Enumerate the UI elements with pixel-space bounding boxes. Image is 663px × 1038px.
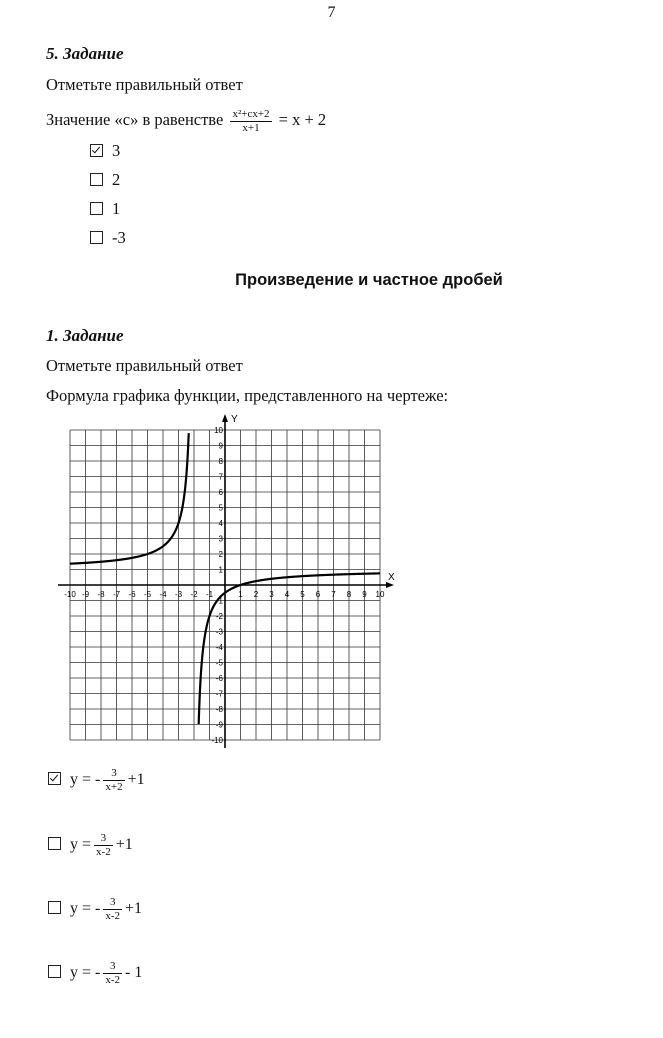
y-tick-label: -6 bbox=[215, 674, 223, 683]
checkbox-answer-4[interactable] bbox=[48, 965, 61, 978]
fraction-numerator: 3 bbox=[103, 960, 122, 974]
fraction-numerator: 3 bbox=[103, 767, 124, 781]
fraction-numerator: 3 bbox=[103, 896, 122, 910]
y-tick-label: -7 bbox=[215, 689, 223, 699]
curve-right-branch bbox=[199, 573, 380, 724]
checkbox-answer-1[interactable] bbox=[48, 772, 61, 785]
y-tick-label: 8 bbox=[218, 457, 223, 466]
y-tick-label: 2 bbox=[218, 550, 223, 559]
x-tick-label: -10 bbox=[64, 590, 76, 599]
checkbox-answer-3[interactable] bbox=[48, 901, 61, 914]
task1-instruction: Отметьте правильный ответ bbox=[46, 356, 243, 375]
x-axis-label: X bbox=[388, 572, 395, 583]
answer-suffix: +1 bbox=[115, 835, 133, 853]
fraction-denominator: x-2 bbox=[105, 909, 121, 922]
y-tick-label: 7 bbox=[218, 472, 223, 482]
question-suffix: = x + 2 bbox=[278, 109, 327, 129]
answer-fraction bbox=[103, 960, 122, 986]
x-tick-label: -5 bbox=[143, 590, 152, 599]
checkbox-option-2[interactable] bbox=[90, 173, 103, 186]
answer-fraction bbox=[103, 767, 124, 793]
y-tick-label: -8 bbox=[215, 705, 223, 714]
answer-option-3[interactable] bbox=[48, 896, 142, 922]
curve-left-branch bbox=[70, 433, 189, 564]
y-tick-label: 10 bbox=[214, 426, 223, 435]
section-heading: Произведение и частное дробей bbox=[235, 271, 503, 289]
answer-option-1[interactable] bbox=[48, 767, 145, 793]
answer-option-2[interactable] bbox=[48, 832, 133, 858]
x-tick-label: 10 bbox=[375, 590, 385, 599]
y-tick-label: 5 bbox=[218, 503, 223, 513]
x-tick-label: 5 bbox=[300, 590, 305, 599]
question-prefix: Значение «с» в равенстве bbox=[46, 109, 224, 129]
x-tick-label: -7 bbox=[112, 590, 121, 599]
x-tick-label: 4 bbox=[284, 590, 290, 599]
checkbox-option-3[interactable] bbox=[90, 202, 103, 215]
option-label: 1 bbox=[112, 199, 121, 218]
answer-option-4[interactable] bbox=[48, 960, 142, 986]
y-axis-label: Y bbox=[231, 414, 238, 425]
x-tick-label: 8 bbox=[346, 590, 352, 599]
y-tick-label: 6 bbox=[218, 488, 223, 497]
x-tick-label: 2 bbox=[253, 590, 259, 599]
y-axis-arrow bbox=[222, 414, 228, 422]
fraction-denominator: x-2 bbox=[105, 973, 121, 986]
fraction-numerator: 3 bbox=[94, 832, 113, 846]
y-tick-label: 1 bbox=[218, 565, 223, 575]
answer-fraction bbox=[94, 832, 113, 858]
fraction-denominator: x+2 bbox=[105, 780, 123, 793]
x-tick-label: 9 bbox=[362, 590, 367, 599]
x-tick-label: -6 bbox=[128, 590, 136, 599]
fraction-numerator: x²+cx+2 bbox=[232, 108, 270, 120]
x-tick-label: -9 bbox=[81, 590, 90, 599]
answer-fraction bbox=[103, 896, 122, 922]
task5-option-3[interactable] bbox=[90, 199, 120, 219]
checkbox-option-1[interactable] bbox=[90, 144, 103, 157]
option-label: 3 bbox=[112, 141, 121, 160]
answer-prefix: y = - bbox=[70, 770, 101, 788]
y-tick-label: 3 bbox=[218, 534, 223, 544]
task1-title: 1. Задание bbox=[46, 326, 124, 345]
y-tick-label: -5 bbox=[215, 658, 223, 668]
checkbox-option-4[interactable] bbox=[90, 231, 103, 244]
y-tick-label: -4 bbox=[215, 643, 223, 652]
task5-option-1[interactable] bbox=[90, 141, 120, 161]
task5-question bbox=[46, 108, 326, 134]
y-tick-label: -2 bbox=[215, 612, 223, 621]
y-tick-label: -3 bbox=[215, 627, 223, 637]
answer-suffix: +1 bbox=[127, 770, 145, 788]
task5-instruction: Отметьте правильный ответ bbox=[46, 75, 243, 94]
x-tick-label: -8 bbox=[97, 590, 105, 599]
task5-option-4[interactable] bbox=[90, 228, 126, 248]
y-tick-label: 9 bbox=[218, 441, 223, 451]
fraction-denominator: x+1 bbox=[242, 121, 260, 134]
answer-suffix: - 1 bbox=[125, 963, 143, 981]
y-tick-label: -1 bbox=[215, 596, 223, 606]
checkbox-answer-2[interactable] bbox=[48, 837, 61, 850]
answer-prefix: y = - bbox=[70, 899, 101, 917]
option-label: -3 bbox=[112, 228, 126, 247]
x-tick-label: -2 bbox=[190, 590, 198, 599]
x-tick-label: 7 bbox=[331, 590, 336, 599]
task5-option-2[interactable] bbox=[90, 170, 120, 190]
answer-prefix: y = - bbox=[70, 963, 101, 981]
x-tick-label: 6 bbox=[315, 590, 321, 599]
task5-title: 5. Задание bbox=[46, 44, 124, 63]
x-tick-label: 3 bbox=[269, 590, 274, 599]
option-label: 2 bbox=[112, 170, 121, 189]
y-tick-label: 4 bbox=[218, 519, 223, 528]
page-number: 7 bbox=[327, 4, 336, 21]
x-tick-label: -1 bbox=[205, 590, 214, 599]
x-tick-label: -4 bbox=[159, 590, 167, 599]
answer-suffix: +1 bbox=[125, 899, 143, 917]
x-tick-label: 1 bbox=[238, 590, 243, 599]
x-tick-label: -3 bbox=[174, 590, 183, 599]
fraction-denominator: x-2 bbox=[96, 845, 111, 858]
y-tick-label: -9 bbox=[215, 720, 223, 730]
y-tick-label: -10 bbox=[211, 736, 223, 745]
question-fraction bbox=[230, 108, 271, 134]
function-graph bbox=[50, 412, 400, 757]
graph-axes bbox=[58, 414, 395, 748]
task1-question: Формула графика функции, представленного на чертеже: bbox=[46, 386, 449, 405]
answer-prefix: y = bbox=[70, 835, 92, 853]
